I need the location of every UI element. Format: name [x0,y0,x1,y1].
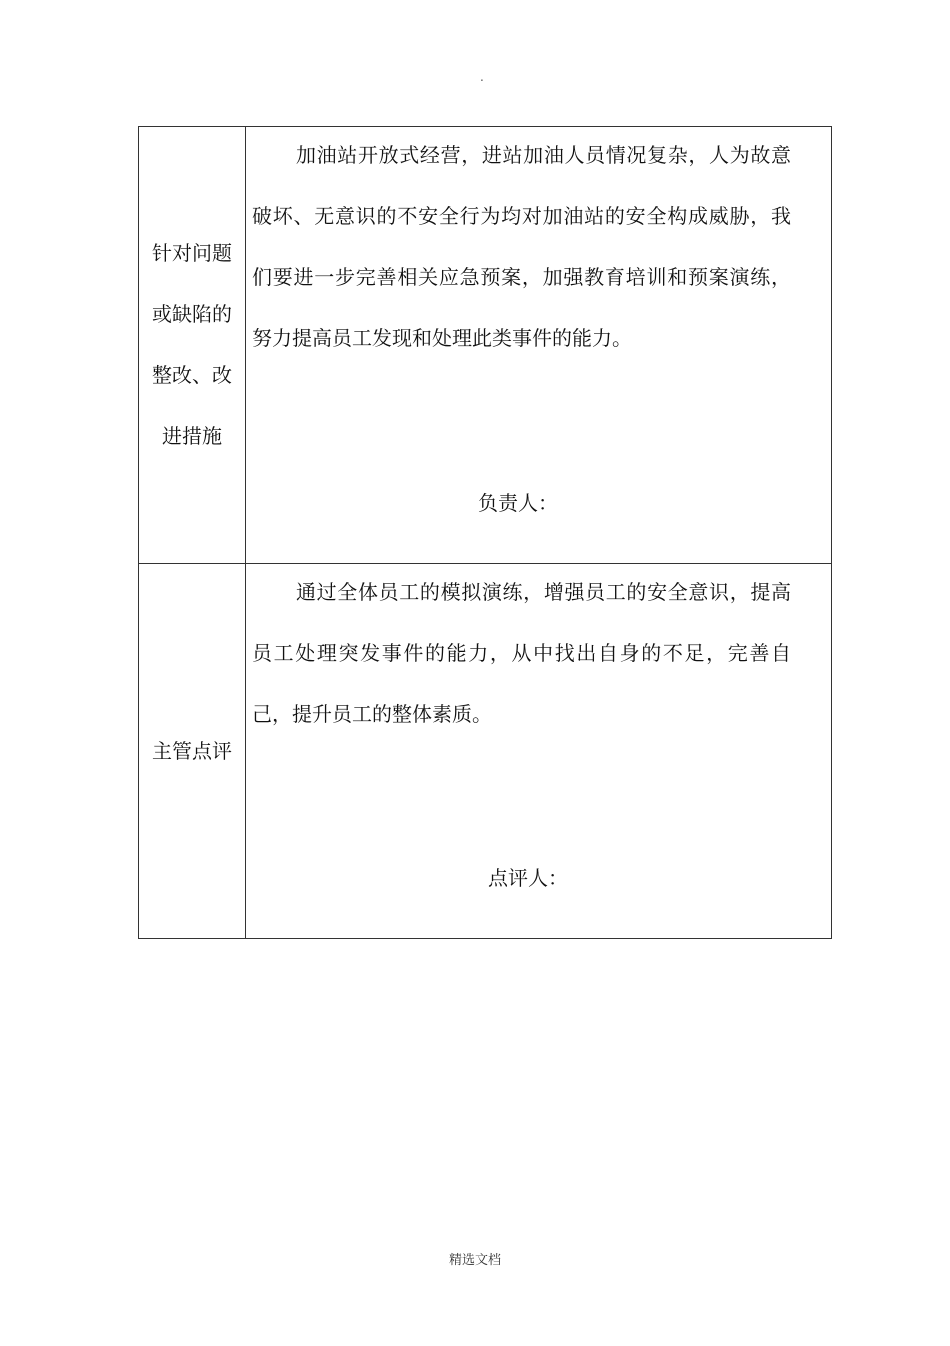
row-content-measures [246,127,832,564]
table-row-measures [139,127,832,564]
row-content-supervisor-review [246,564,832,939]
row-label-line: 进措施 [162,424,222,448]
improvement-table [138,126,832,939]
row-label-line: 主管点评 [152,738,232,763]
row-label-line: 或缺陷的 [152,302,232,326]
reviewer-label: 点评人： [488,866,568,890]
page-footer: 精选文档 [448,1253,501,1268]
review-paragraph: 通过全体员工的模拟演练，增强员工的安全意识，提高员工处理突发事件的能力，从中找出自身的不足，完善自己，提升员工的整体素质。 [252,580,791,726]
row-label-measures [139,127,246,564]
table-row-supervisor-review [139,564,832,939]
row-label-supervisor-review [139,564,246,939]
row-label-line: 针对问题 [152,241,232,265]
measures-paragraph: 加油站开放式经营，进站加油人员情况复杂，人为故意破坏、无意识的不安全行为均对加油站的安全构成威胁，我们要进一步完善相关应急预案，加强教育培训和预案演练，努力提高员工发现和处理此类事件的能力。 [252,143,791,350]
row-label-line: 整改、改 [152,363,232,387]
header-mark: . [480,70,484,84]
responsible-person-label: 负责人： [478,491,558,515]
